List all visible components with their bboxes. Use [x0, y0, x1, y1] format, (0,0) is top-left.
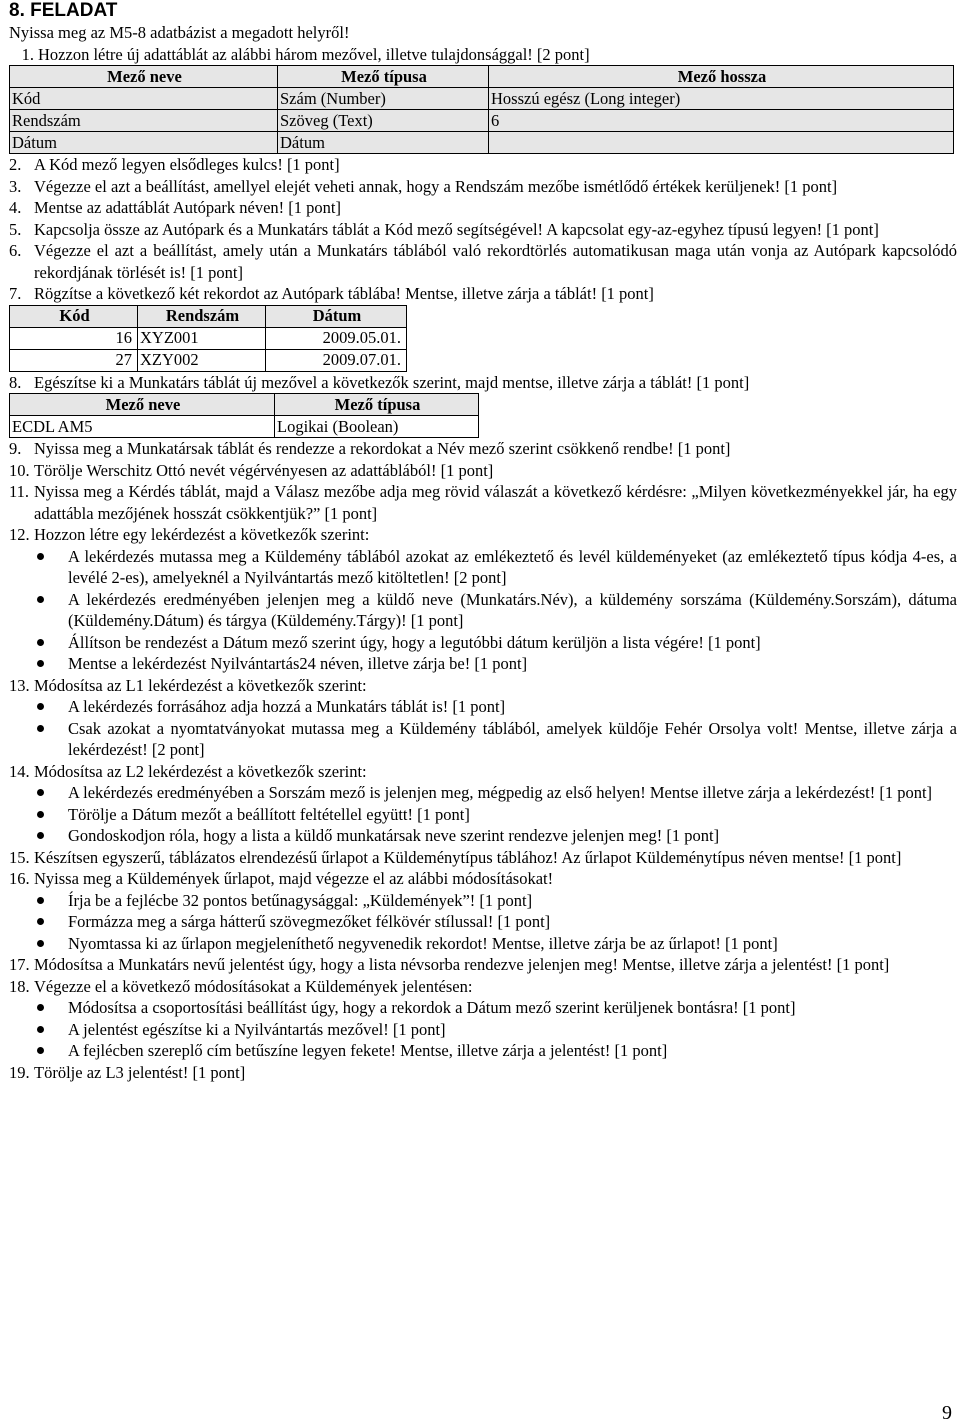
item-text: Törölje Werschitz Ottó nevét végérvényesen az adattáblából! [1 pont] [34, 460, 494, 480]
item-text: Végezze el a következő módosításokat a Küldemények jelentésen: [34, 976, 473, 996]
bullet-icon [9, 997, 68, 1019]
item-number: 14. [9, 761, 30, 781]
list-item-text: A lekérdezés eredményében a Sorszám mező is jelenjen meg, mégpedig az első helyen! Mentse illetve zárja a lekérdezést! [1 pont] [68, 783, 933, 802]
table-header-row [10, 66, 954, 88]
intro-text: Nyissa meg az M5-8 adatbázist a megadott helyről! [9, 23, 350, 42]
table-cell: Rendszám [10, 110, 278, 132]
item-number: 18. [9, 976, 30, 996]
table-cell: 2009.07.01. [266, 349, 407, 371]
item-text: Rögzítse a következő két rekordot az Autópark táblába! Mentse, illetve zárja a táblát! [1 pont] [34, 284, 654, 303]
item-number: 19. [9, 1062, 30, 1082]
bullet-icon [9, 782, 68, 804]
item-number: 2. [9, 155, 22, 174]
task-item-10 [9, 460, 957, 482]
table-cell: XZY002 [138, 349, 266, 371]
item-number: 15. [9, 847, 30, 867]
list-item [9, 782, 957, 804]
list-item [9, 1040, 957, 1062]
task-item-19 [9, 1062, 957, 1084]
item-number: 12. [9, 525, 30, 544]
item-text: Hozzon létre új adattáblát az alábbi három mezővel, illetve tulajdonsággal! [2 pont] [38, 44, 590, 64]
list-item-text: A lekérdezés mutassa meg a Küldemény táblából azokat az emlékeztető és levél küldeményeket (az emlékeztető típus kódja 4-es, a levélé 2-es), amelyeknél a Nyilvántartás mező kitöltetlen! [2 pont] [68, 546, 957, 587]
table-cell: Logikai (Boolean) [275, 416, 479, 438]
table-header-cell: Mező neve [10, 66, 278, 88]
page-number: 9 [942, 1402, 952, 1424]
bullet-list [9, 890, 957, 955]
item-text: A Kód mező legyen elsődleges kulcs! [1 pont] [34, 155, 340, 174]
list-item-text: Módosítsa a csoportosítási beállítást úgy, hogy a rekordok a Dátum mező szerint kerüljenek bontásra! [1 pont] [68, 998, 796, 1017]
task-item-6 [9, 240, 957, 283]
task-item-13 [9, 675, 957, 697]
item-text: Nyissa meg a Küldemények űrlapot, majd végezze el az alábbi módosításokat! [34, 869, 554, 888]
task-item-7 [9, 283, 957, 305]
item-text: Végezze el azt a beállítást, amely után a Munkatárs táblából való rekordtörlés automatikusan maga után vonja az Autópark kapcsolódó rekordjának törlését is! [1 pont] [34, 241, 957, 282]
list-item-text: A fejlécben szereplő cím betűszíne legyen fekete! Mentse, illetve zárja a jelentést! [1 pont] [68, 1041, 668, 1060]
item-number: 5. [9, 219, 22, 239]
bullet-icon [9, 1019, 68, 1041]
item-number: 3. [9, 176, 22, 196]
item-text: Nyissa meg a Munkatársak táblát és rendezze a rekordokat a Név mező szerint csökkenő rendbe! [1 pont] [34, 439, 731, 458]
table-header-cell: Mező neve [10, 394, 275, 416]
table-cell: 27 [10, 349, 138, 371]
item-text: Módosítsa az L2 lekérdezést a következők szerint: [34, 761, 367, 781]
item-number: 16. [9, 869, 30, 888]
task-item-16 [9, 868, 957, 890]
task-title: 8. FELADAT [9, 0, 118, 21]
list-item-text: Törölje a Dátum mezőt a beállított feltétellel együtt! [1 pont] [68, 804, 470, 824]
task-item-3 [9, 176, 957, 198]
bullet-icon [9, 546, 68, 589]
task-item-9 [9, 438, 957, 460]
task-item-1 [9, 44, 957, 66]
item-number: 11. [9, 482, 30, 501]
table-cell: 16 [10, 327, 138, 349]
item-text: Módosítsa az L1 lekérdezést a következők szerint: [34, 675, 367, 695]
list-item [9, 696, 957, 718]
item-text: Törölje az L3 jelentést! [1 pont] [34, 1062, 246, 1082]
table-header-cell: Rendszám [138, 305, 266, 327]
list-item-text: Csak azokat a nyomtatványokat mutassa meg a Küldemény táblából, amelyek küldője Fehér Orsolya volt! Mentse, illetve zárja a lekérdezést! [2 pont] [68, 718, 957, 759]
table-cell: 2009.05.01. [266, 327, 407, 349]
bullet-icon [9, 933, 68, 955]
item-number: 1. [21, 44, 34, 64]
table-cell: Dátum [10, 132, 278, 154]
task-item-2 [9, 154, 957, 176]
bullet-icon [9, 718, 68, 761]
table-cell: Szám (Number) [278, 88, 489, 110]
bullet-icon [9, 589, 68, 632]
list-item [9, 911, 957, 933]
table-header-row [10, 394, 479, 416]
field-definition-table [9, 65, 954, 154]
list-item [9, 1019, 957, 1041]
item-number: 4. [9, 198, 22, 217]
table-header-row [10, 305, 407, 327]
table-cell: 6 [489, 110, 954, 132]
new-field-table [9, 393, 479, 438]
table-header-cell: Dátum [266, 305, 407, 327]
item-text: Hozzon létre egy lekérdezést a következők szerint: [34, 525, 370, 544]
list-item [9, 890, 957, 912]
task-item-14 [9, 761, 957, 783]
bullet-icon [9, 632, 68, 654]
item-number: 10. [9, 460, 30, 480]
bullet-icon [9, 696, 68, 718]
bullet-icon [9, 1040, 68, 1062]
bullet-list [9, 997, 957, 1062]
table-header-cell: Kód [10, 305, 138, 327]
list-item [9, 632, 957, 654]
table-header-cell: Mező hossza [489, 66, 954, 88]
table-header-cell: Mező típusa [278, 66, 489, 88]
task-item-12 [9, 524, 957, 546]
item-number: 17. [9, 955, 30, 974]
bullet-icon [9, 911, 68, 933]
item-number: 7. [9, 284, 22, 303]
task-item-11 [9, 481, 957, 524]
table-cell: Szöveg (Text) [278, 110, 489, 132]
table-row [10, 88, 954, 110]
bullet-list [9, 696, 957, 761]
list-item [9, 933, 957, 955]
task-item-18 [9, 976, 957, 998]
list-item-text: Formázza meg a sárga hátterű szövegmezőket félkövér stílussal! [1 pont] [68, 912, 551, 931]
list-item [9, 718, 957, 761]
list-item [9, 804, 957, 826]
table-cell: Kód [10, 88, 278, 110]
list-item [9, 653, 957, 675]
bullet-icon [9, 653, 68, 675]
list-item-text: A jelentést egészítse ki a Nyilvántartás mezővel! [1 pont] [68, 1019, 446, 1039]
item-text: Módosítsa a Munkatárs nevű jelentést úgy, hogy a lista névsorba rendezve jelenjen meg! Mentse, illetve zárja a jelentést! [1 pont] [34, 955, 890, 974]
task-item-8 [9, 372, 957, 394]
item-number: 9. [9, 439, 22, 458]
table-row [10, 132, 954, 154]
task-item-4 [9, 197, 957, 219]
item-text: Nyissa meg a Kérdés táblát, majd a Válasz mezőbe adja meg rövid válaszát a következő kérdésre: „Milyen következményekkel jár, ha egy adattábla mezőjének hosszát csökkentjük?” [1 pont] [34, 482, 957, 523]
item-number: 6. [9, 241, 22, 260]
list-item [9, 589, 957, 632]
task-item-15 [9, 847, 957, 869]
document-page [9, 0, 957, 1083]
task-item-5 [9, 219, 957, 241]
table-cell: Hosszú egész (Long integer) [489, 88, 954, 110]
table-row [10, 327, 407, 349]
record-table [9, 305, 407, 372]
list-item-text: Nyomtassa ki az űrlapon megjeleníthető negyvenedik rekordot! Mentse, illetve zárja be az űrlapot! [1 pont] [68, 933, 778, 953]
table-row [10, 416, 479, 438]
item-number: 8. [9, 372, 22, 392]
item-text: Mentse az adattáblát Autópark néven! [1 pont] [34, 198, 341, 217]
list-item-text: Mentse a lekérdezést Nyilvántartás24 néven, illetve zárja be! [1 pont] [68, 654, 528, 673]
item-text: Kapcsolja össze az Autópark és a Munkatárs táblát a Kód mező segítségével! A kapcsolat egy-az-egyhez típusú legyen! [1 pont] [34, 219, 879, 239]
table-row [10, 110, 954, 132]
item-text: Készítsen egyszerű, táblázatos elrendezésű űrlapot a Küldeménytípus táblához! Az űrlapot Küldeménytípus néven mentse! [1 pont] [34, 847, 902, 867]
bullet-icon [9, 890, 68, 912]
table-cell: ECDL AM5 [10, 416, 275, 438]
list-item [9, 546, 957, 589]
item-text: Végezze el azt a beállítást, amellyel elejét veheti annak, hogy a Rendszám mezőbe ismétlődő értékek kerüljenek! [1 pont] [34, 176, 838, 196]
table-cell: Dátum [278, 132, 489, 154]
list-item-text: Gondoskodjon róla, hogy a lista a küldő munkatársak neve szerint rendezve jelenjen meg! [1 pont] [68, 826, 720, 845]
table-row [10, 349, 407, 371]
bullet-icon [9, 804, 68, 826]
list-item [9, 825, 957, 847]
bullet-icon [9, 825, 68, 847]
list-item-text: A lekérdezés forrásához adja hozzá a Munkatárs táblát is! [1 pont] [68, 697, 506, 716]
table-cell: XYZ001 [138, 327, 266, 349]
task-item-17 [9, 954, 957, 976]
list-item-text: A lekérdezés eredményében jelenjen meg a küldő neve (Munkatárs.Név), a küldemény sorszáma (Küldemény.Sorszám), dátuma (Küldemény.Dátum) és tárgya (Küldemény.Tárgy)! [1 pont] [68, 589, 957, 630]
bullet-list [9, 546, 957, 675]
bullet-list [9, 782, 957, 847]
item-number: 13. [9, 675, 30, 695]
table-cell [489, 132, 954, 154]
list-item [9, 997, 957, 1019]
list-item-text: Állítson be rendezést a Dátum mező szerint úgy, hogy a legutóbbi dátum kerüljön a lista végére! [1 pont] [68, 632, 761, 652]
list-item-text: Írja be a fejlécbe 32 pontos betűnagysággal: „Küldemények”! [1 pont] [68, 890, 533, 910]
table-header-cell: Mező típusa [275, 394, 479, 416]
item-text: Egészítse ki a Munkatárs táblát új mezővel a következők szerint, majd mentse, illetve zárja a táblát! [1 pont] [34, 372, 750, 392]
